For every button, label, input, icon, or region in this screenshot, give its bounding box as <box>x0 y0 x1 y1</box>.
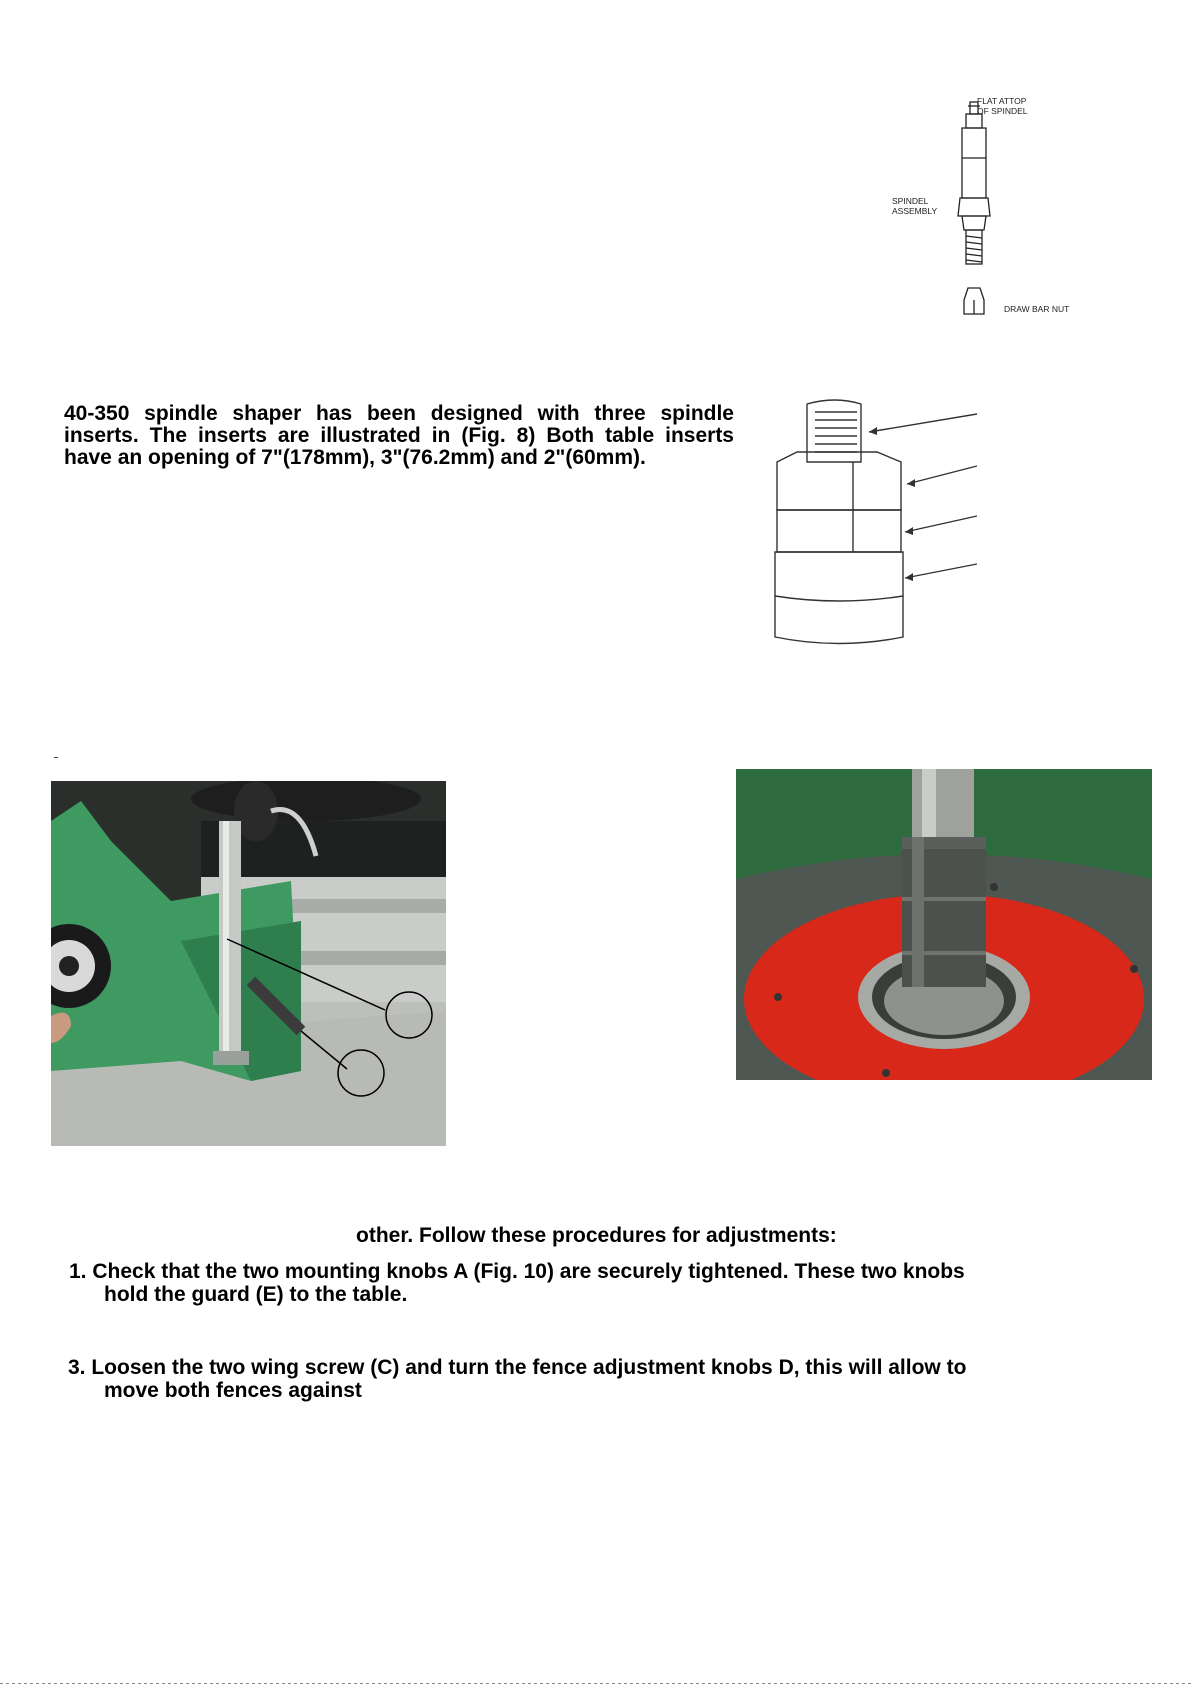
spindle-insert-illustration <box>736 769 1152 1080</box>
spindle-insert-photo <box>736 769 1152 1080</box>
label-flat-top: FLAT ATTOP OF SPINDEL <box>977 96 1028 116</box>
intro-paragraph: 40-350 spindle shaper has been designed with three spindle inserts. The inserts are illustrated in (Fig. 8) Both table inserts have an opening of 7"(178mm), 3"(76.2mm) and 2"(60mm). <box>64 402 734 469</box>
spindle-inserts-drawing <box>757 392 989 654</box>
label-draw-bar-nut: DRAW BAR NUT <box>1004 304 1070 314</box>
fence-guard-illustration <box>51 781 446 1146</box>
page-bottom-border <box>0 1683 1191 1684</box>
spindle-inserts-figure <box>757 392 989 654</box>
label-spindle-assembly: SPINDEL ASSEMBLY <box>892 196 938 216</box>
spindle-assembly-figure <box>880 88 1120 338</box>
procedure-intro: other. Follow these procedures for adjustments: <box>356 1224 837 1247</box>
step-1-text: 1. Check that the two mounting knobs A (Fig. 10) are securely tightened. These two knobs <box>69 1260 965 1283</box>
stray-mark <box>54 757 58 758</box>
step-3-continuation: move both fences against <box>104 1379 362 1402</box>
fence-guard-photo <box>51 781 446 1146</box>
step-3-text: 3. Loosen the two wing screw (C) and turn the fence adjustment knobs D, this will allow to <box>68 1356 967 1379</box>
step-1-continuation: hold the guard (E) to the table. <box>104 1283 408 1306</box>
